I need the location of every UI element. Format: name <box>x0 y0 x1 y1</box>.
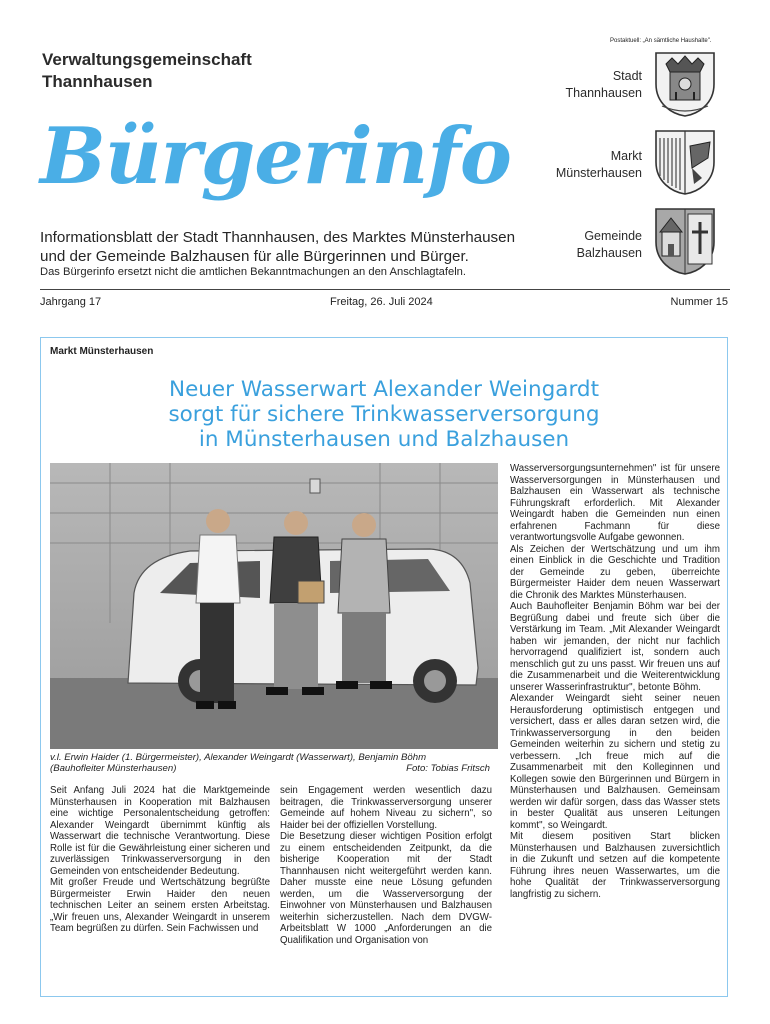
municipality-type: Stadt <box>612 69 642 83</box>
org-line-2: Thannhausen <box>42 72 153 91</box>
article-column-3 <box>510 463 720 900</box>
paragraph: Auch Bauhofleiter Benjamin Böhm war bei der Begrüßung dabei und freute sich über die Verstärkung im Team. „Mit Alexander Weingardt haben wir jemanden, der nicht nur fachlich hervorragend qualifiziert ist, sondern auch menschlich gut zu uns passt. Wir freuen uns auf die Zusammenarbeit und die Weiterentwicklung unserer Wasserinfrastruktur", betonte Böhm. <box>510 601 720 693</box>
brand-title: Bürgerinfo <box>40 111 511 202</box>
article-photo <box>50 463 498 749</box>
article-column-1 <box>50 785 270 935</box>
caption-line-1: v.l. Erwin Haider (1. Bürgermeister), Alexander Weingardt (Wasserwart), Benjamin Böhm <box>50 752 427 763</box>
balzhausen-crest-icon <box>652 206 718 276</box>
muensterhausen-crest-icon <box>652 128 718 196</box>
thannhausen-crest-icon <box>652 50 718 118</box>
organization-name <box>42 49 252 93</box>
issue-divider <box>40 289 730 290</box>
municipality-name: Balzhausen <box>576 246 642 260</box>
headline-line-2: sorgt für sichere Trinkwasserversorgung <box>168 402 600 427</box>
issue-volume: Jahrgang 17 <box>40 296 102 308</box>
disclaimer: Das Bürgerinfo ersetzt nicht die amtlichen Bekanntmachungen an den Anschlagtafeln. <box>40 266 467 278</box>
person-boehm <box>336 513 392 689</box>
caption-line-2: (Bauhofleiter Münsterhausen) <box>50 763 177 774</box>
paragraph: Die Besetzung dieser wichtigen Position erfolgt zu einem entscheidenden Zeitpunkt, da die bisherige Kooperation mit der Stadt Thannhausen nicht weitergeführt werden kann. Daher musste eine neue Lösung gefunden werden, um die Wasserversorgung der Einwohner von Münsterhausen und Balzhausen weiterhin sicherzustellen. Nach dem DVGW-Arbeitsblatt W 1000 „Anforderungen an die Qualifikation und Organisation von <box>280 831 492 946</box>
headline-line-3: in Münsterhausen und Balzhausen <box>198 427 570 452</box>
article-column-2 <box>280 785 492 946</box>
headline-line-1: Neuer Wasserwart Alexander Weingardt <box>168 377 600 402</box>
issue-date: Freitag, 26. Juli 2024 <box>330 296 433 308</box>
municipality-muensterhausen <box>520 148 642 182</box>
article-section: Markt Münsterhausen <box>50 346 154 357</box>
paragraph: Mit diesem positiven Start blicken Münsterhausen und Balzhausen zuversichtlich in die Zukunft und setzen auf die kompetente Führung ihres neuen Wasserwartes, um die hohe Qualität der Trinkwasserversorgung langfristig zu sichern. <box>510 831 720 900</box>
postal-note: Postaktuell: „An sämtliche Haushalte". <box>610 38 712 44</box>
municipality-name: Münsterhausen <box>555 166 642 180</box>
article-headline <box>40 377 728 452</box>
paragraph: Als Zeichen der Wertschätzung und um ihm einen Einblick in die Geschichte und Tradition der Gemeinde zu geben, überreichte Bürgermeister Haider dem neuen Wasserwart die Chronik des Marktes Münsterhausen. <box>510 543 720 601</box>
person-weingardt <box>266 511 324 695</box>
municipality-name: Thannhausen <box>565 86 642 100</box>
org-line-1: Verwaltungsgemeinschaft <box>42 50 252 69</box>
issue-number: Nummer 15 <box>670 296 728 308</box>
municipality-type: Markt <box>610 149 642 163</box>
subtitle-line-1: Informationsblatt der Stadt Thannhausen, des Marktes Münsterhausen <box>40 229 516 246</box>
photo-caption <box>50 752 490 774</box>
municipality-type: Gemeinde <box>584 229 642 243</box>
municipality-balzhausen <box>520 228 642 262</box>
paragraph: Wasserversorgungsunternehmen" ist für unsere Wasserversorgungen in Münsterhausen und Balzhausen ein Wasserwart als technische Führungskraft erforderlich. Mit Alexander Weingardt haben die Gemeinden nun einen erfahrenen Fachmann für diese verantwortungsvolle Aufgabe gewonnen. <box>510 463 720 543</box>
paragraph: Alexander Weingardt sieht seiner neuen Herausforderung optimistisch entgegen und versichert, dass er alles daran setzen wird, die Trinkwasserversorgung in den beiden Gemeinden weiterhin zu sichern und stetig zu verbessern. „Ich freue mich auf die Zusammenarbeit mit den Kolleginnen und Kollegen sowie den Bürgerinnen und Bürgern in Münsterhausen und Balzhausen. Gemeinsam werden wir dafür sorgen, dass das Wasser stets in bester Qualität aus unseren Leitungen kommt", so Weingardt. <box>510 693 720 831</box>
photo-credit: Foto: Tobias Fritsch <box>406 763 490 774</box>
person-haider <box>196 509 240 709</box>
paragraph: Seit Anfang Juli 2024 hat die Marktgemeinde Münsterhausen in Kooperation mit Balzhausen eine wichtige Personalentscheidung getroffen: Alexander Weingardt übernimmt künftig als Wasserwart die technische Verantwortung. Diese Rolle ist für die Gewährleistung einer sicheren und zuverlässigen Trinkwasserversorgung in den Gemeinden von entscheidender Bedeutung. <box>50 785 270 877</box>
subtitle <box>40 228 540 266</box>
paragraph: Mit großer Freude und Wertschätzung begrüßte Bürgermeister Erwin Haider den neuen technischen Leiter an seinem ersten Arbeitstag. „Wir freuen uns, Alexander Weingardt in unserem Team begrüßen zu dürfen. Sein Fachwissen und <box>50 877 270 934</box>
subtitle-line-2: und der Gemeinde Balzhausen für alle Bürgerinnen und Bürger. <box>40 248 469 265</box>
paragraph: sein Engagement werden wesentlich dazu beitragen, die Trinkwasserversorgung unserer Gemeinde auf hohem Niveau zu sichern", so Haider bei der offiziellen Vorstellung. <box>280 785 492 831</box>
municipality-thannhausen <box>520 68 642 102</box>
